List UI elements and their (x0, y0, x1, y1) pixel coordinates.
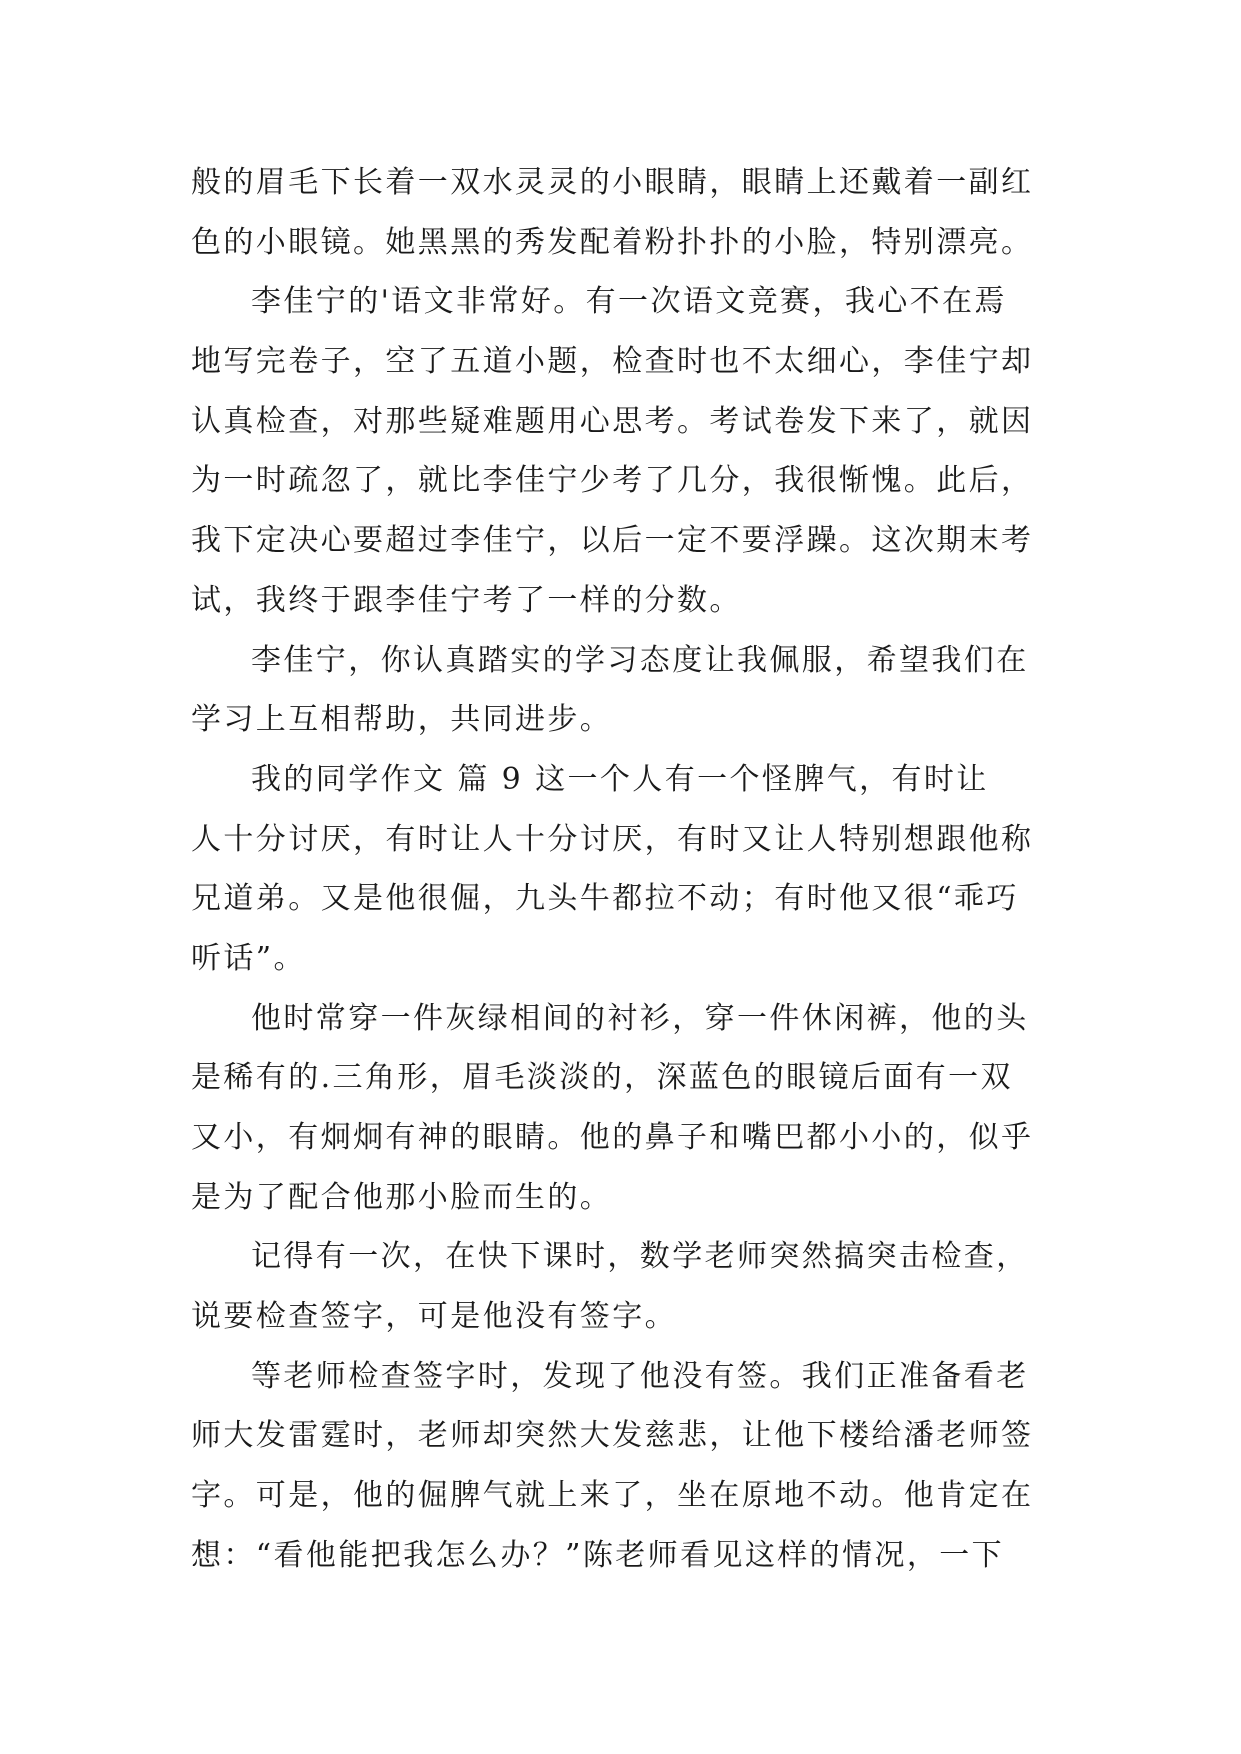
text-line: 听话”。 (191, 940, 306, 976)
body-text (191, 153, 1071, 1586)
text-line: 兄道弟。又是他很倔，九头牛都拉不动；有时他又很“乖巧 (191, 881, 1019, 917)
text-line: 试，我终于跟李佳宁考了一样的分数。 (191, 582, 742, 618)
text-line: 人十分讨厌，有时让人十分讨厌，有时又让人特别想跟他称 (191, 821, 1034, 857)
text-line: 学习上互相帮助，共同进步。 (191, 702, 613, 738)
text-line: 他时常穿一件灰绿相间的衬衫，穿一件休闲裤，他的头 (251, 1000, 1029, 1036)
text-line: 李佳宁，你认真踏实的学习态度让我佩服，希望我们在 (251, 642, 1029, 678)
text-line: 记得有一次，在快下课时，数学老师突然搞突击检查， (251, 1239, 1029, 1275)
text-line: 般的眉毛下长着一双水灵灵的小眼睛，眼睛上还戴着一副红 (191, 165, 1034, 200)
text-line: 地写完卷子，空了五道小题，检查时也不太细心，李佳宁却 (191, 344, 1034, 380)
text-line: 师大发雷霆时，老师却突然大发慈悲，让他下楼给潘老师签 (191, 1418, 1034, 1454)
text-line: 等老师检查签字时，发现了他没有签。我们正准备看老 (251, 1358, 1029, 1394)
text-line: 字。可是，他的倔脾气就上来了，坐在原地不动。他肯定在 (191, 1478, 1034, 1514)
text-line: 我的同学作文 篇 9 这一个人有一个怪脾气，有时让 (251, 761, 989, 797)
text-line: 李佳宁的'语文非常好。有一次语文竞赛，我心不在焉 (251, 284, 1007, 320)
text-line: 认真检查，对那些疑难题用心思考。考试卷发下来了，就因 (191, 403, 1034, 439)
text-line: 说要检查签字，可是他没有签字。 (191, 1299, 677, 1335)
text-line: 色的小眼镜。她黑黑的秀发配着粉扑扑的小脸，特别漂亮。 (191, 224, 1034, 260)
text-line: 又小，有炯炯有神的眼睛。他的鼻子和嘴巴都小小的，似乎 (191, 1120, 1034, 1155)
text-line: 是稀有的.三角形，眉毛淡淡的，深蓝色的眼镜后面有一双 (191, 1060, 1013, 1096)
text-line: 想：“看他能把我怎么办？”陈老师看见这样的情况，一下 (191, 1537, 1005, 1573)
text-line: 我下定决心要超过李佳宁，以后一定不要浮躁。这次期末考 (191, 523, 1034, 559)
text-line: 是为了配合他那小脸而生的。 (191, 1179, 613, 1215)
text-line: 为一时疏忽了，就比李佳宁少考了几分，我很惭愧。此后， (191, 463, 1034, 499)
